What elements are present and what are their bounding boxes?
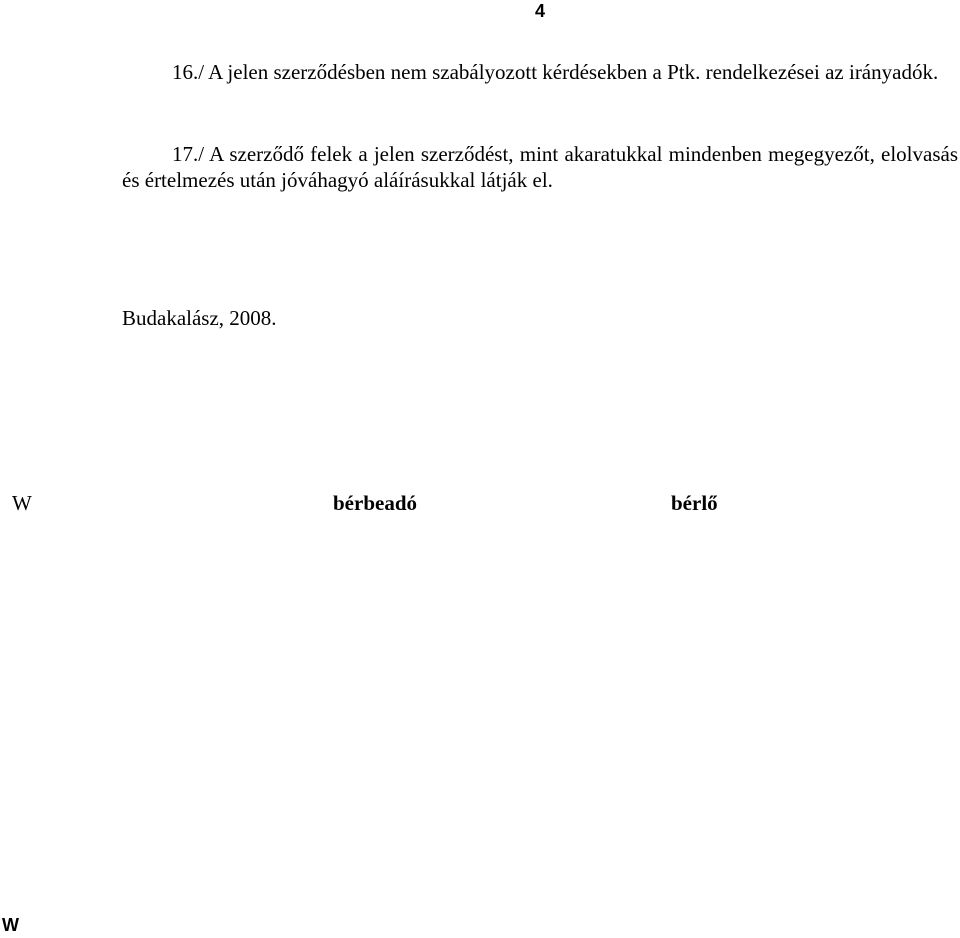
clause-17-text: 17./ A szerződő felek a jelen szerződést, mint akaratukkal mindenben megegyezőt, elolvasás és értelmezés után jóváhagyó aláírásukkal látják el.	[122, 142, 958, 192]
signature-left-mark: W	[12, 491, 32, 515]
clause-16-text: 16./ A jelen szerződésben nem szabályozott kérdésekben a Ptk. rendelkezései az irányadók.	[172, 60, 939, 84]
footer-mark: W	[2, 915, 19, 935]
clause-16	[122, 59, 958, 85]
page-number: 4	[535, 1, 546, 21]
signature-lessor-label: bérbeadó	[333, 491, 417, 515]
signature-lessee-label: bérlő	[671, 491, 718, 515]
place-date: Budakalász, 2008.	[122, 306, 277, 330]
clause-17	[122, 141, 958, 193]
